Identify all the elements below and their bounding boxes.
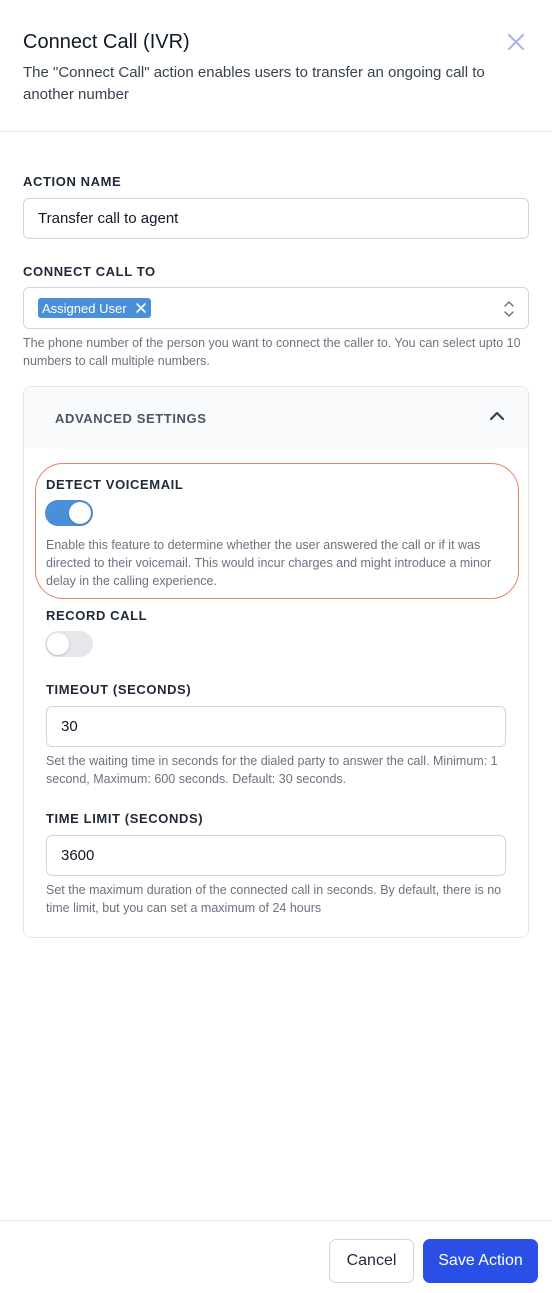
selected-tag-label: Assigned User (42, 300, 127, 316)
toggle-knob (47, 633, 69, 655)
modal-title: Connect Call (IVR) (23, 31, 190, 53)
connect-call-to-select[interactable] (23, 287, 529, 329)
remove-tag-icon[interactable] (135, 302, 147, 314)
connect-call-to-label: CONNECT CALL TO (23, 264, 156, 279)
selected-tag (38, 298, 151, 318)
timeout-input[interactable] (46, 706, 506, 747)
time-limit-input[interactable] (46, 835, 506, 876)
toggle-knob (69, 502, 91, 524)
detect-voicemail-help: Enable this feature to determine whether the user answered the call or if it was directed to their voicemail. This would incur charges and might introduce a minor delay in the calling experience. (46, 538, 492, 588)
time-limit-help: Set the maximum duration of the connected call in seconds. By default, there is no time limit, but you can set a maximum of 24 hours (46, 883, 502, 915)
detect-voicemail-label: DETECT VOICEMAIL (46, 477, 184, 492)
action-name-input[interactable] (23, 198, 529, 239)
connect-call-to-help: The phone number of the person you want to connect the caller to. You can select upto 10 numbers to call multiple numbers. (23, 336, 521, 368)
timeout-label: TIMEOUT (SECONDS) (46, 682, 192, 697)
time-limit-label: TIME LIMIT (SECONDS) (46, 811, 204, 826)
chevron-up-icon (489, 410, 505, 422)
record-call-label: RECORD CALL (46, 608, 148, 623)
modal-footer (0, 1220, 552, 1293)
modal-header (0, 0, 552, 132)
close-icon[interactable] (505, 31, 527, 53)
modal-subtitle: The "Connect Call" action enables users to transfer an ongoing call to another number (23, 64, 485, 103)
chevron-up-down-icon (502, 299, 516, 319)
detect-voicemail-toggle[interactable] (45, 500, 93, 526)
record-call-toggle[interactable] (45, 631, 93, 657)
advanced-settings-toggle[interactable] (24, 387, 528, 448)
advanced-settings-title: ADVANCED SETTINGS (55, 411, 207, 426)
cancel-button[interactable]: Cancel (329, 1239, 414, 1283)
timeout-help: Set the waiting time in seconds for the dialed party to answer the call. Minimum: 1 second, Maximum: 600 seconds. Default: 30 seconds. (46, 754, 498, 786)
action-name-label: ACTION NAME (23, 174, 122, 189)
save-action-button[interactable]: Save Action (423, 1239, 538, 1283)
